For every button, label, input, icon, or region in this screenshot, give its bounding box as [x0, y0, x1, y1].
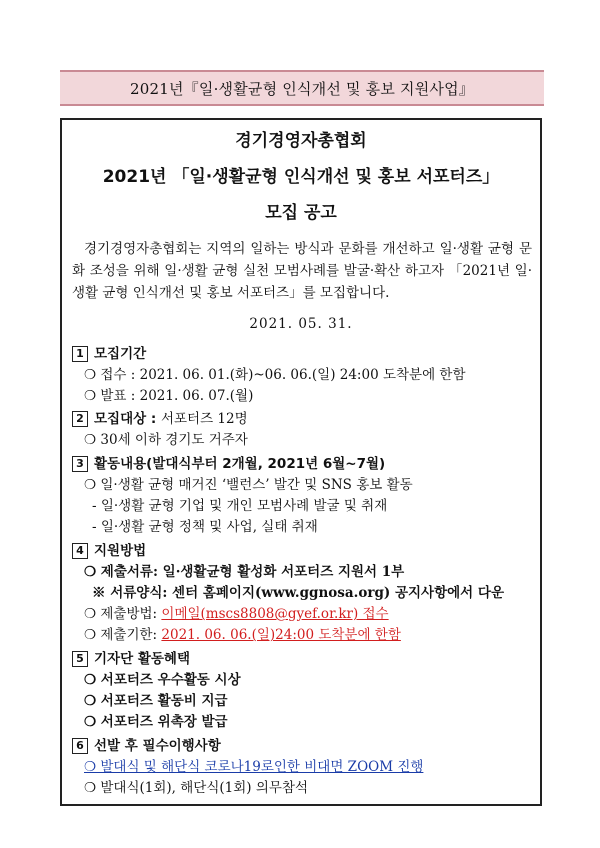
- section-1-title: 모집기간: [94, 346, 147, 362]
- project-banner: 2021년『일·생활균형 인식개선 및 홍보 지원사업』: [60, 70, 544, 106]
- submit-deadline-label: ❍ 제출기한:: [84, 627, 162, 643]
- section-4-line-1: ❍ 제출서류: 일·생활균형 활성화 서포터즈 지원서 1부: [84, 564, 405, 580]
- notice-box: [60, 118, 542, 806]
- section-4-line-2: ※ 서류양식: 센터 홈페이지(www.ggnosa.org) 공지사항에서 다운: [92, 585, 505, 601]
- notice-title: 모집 공고: [265, 203, 337, 223]
- submit-email-link[interactable]: 이메일(mscs8808@gyef.or.kr) 접수: [161, 606, 389, 622]
- section-3-title: 활동내용(발대식부터 2개월, 2021년 6월~7월): [94, 456, 386, 472]
- section-6-title: 선발 후 필수이행사항: [94, 738, 221, 754]
- section-1-heading: [72, 344, 146, 364]
- program-title: 2021년 「일·생활균형 인식개선 및 홍보 서포터즈」: [102, 167, 500, 187]
- section-3-line-2: - 일·생활 균형 기업 및 개인 모범사례 발굴 및 취재: [92, 498, 388, 514]
- section-5-number: 5: [72, 651, 88, 667]
- section-5-title: 기자단 활동혜택: [94, 651, 190, 667]
- section-5-heading: [72, 649, 190, 669]
- section-3-number: 3: [72, 456, 88, 472]
- section-1-line-1: ❍ 접수 : 2021. 06. 01.(화)~06. 06.(일) 24:00 도착분에 한함: [84, 367, 466, 383]
- section-2-title: 모집대상 :: [94, 411, 161, 427]
- submit-method-label: ❍ 제출방법:: [84, 606, 162, 622]
- intro-paragraph: 경기경영자총협회는 지역의 일하는 방식과 문화를 개선하고 일·생활 균형 문화 조성을 위해 일·생활 균형 실천 모범사례를 발굴·확산 하고자 「2021년 일·생활 균형 인식개선 및 홍보 서포터즈」를 모집합니다.: [72, 241, 532, 301]
- section-3-line-1: ❍ 일·생활 균형 매거진 ‘밸런스’ 발간 및 SNS 홍보 활동: [84, 477, 413, 493]
- section-6-line-1: ❍ 발대식 및 해단식 코로나19로인한 비대면 ZOOM 진행: [84, 759, 424, 775]
- section-6-heading: [72, 736, 221, 756]
- section-6-line-2: ❍ 발대식(1회), 해단식(1회) 의무참석: [84, 780, 309, 796]
- submit-deadline-value: 2021. 06. 06.(일)24:00 도착분에 한함: [161, 627, 401, 643]
- notice-date: 2021. 05. 31.: [249, 316, 353, 332]
- section-6-number: 6: [72, 738, 88, 754]
- section-2-line-1: ❍ 30세 이하 경기도 거주자: [84, 432, 248, 448]
- section-3-line-3: - 일·생활 균형 정책 및 사업, 실태 취재: [92, 519, 318, 535]
- section-1-line-2: ❍ 발표 : 2021. 06. 07.(월): [84, 388, 254, 404]
- section-4-line-4: [84, 625, 401, 645]
- section-5-line-1: ❍ 서포터즈 우수활동 시상: [84, 672, 241, 688]
- org-title: 경기경영자총협회: [235, 131, 367, 151]
- section-4-title: 지원방법: [94, 543, 147, 559]
- section-4-heading: [72, 541, 146, 561]
- section-4-number: 4: [72, 543, 88, 559]
- section-2-heading: [72, 409, 248, 429]
- section-5-line-3: ❍ 서포터즈 위촉장 발급: [84, 714, 228, 730]
- section-5-line-2: ❍ 서포터즈 활동비 지급: [84, 693, 228, 709]
- section-3-heading: [72, 454, 385, 474]
- section-4-line-3: [84, 604, 389, 624]
- section-1-number: 1: [72, 346, 88, 362]
- section-2-number: 2: [72, 411, 88, 427]
- section-2-title-extra: 서포터즈 12명: [160, 411, 248, 427]
